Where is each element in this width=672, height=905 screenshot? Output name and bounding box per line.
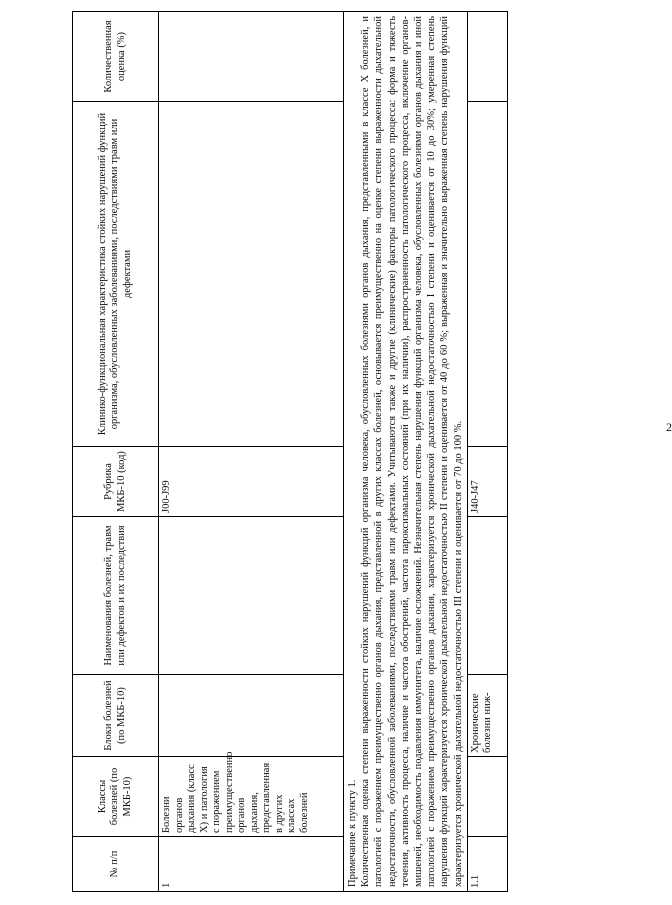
row1-block (159, 675, 344, 757)
header-assessment: Количественная оценка (%) (73, 12, 159, 102)
note-text: Количественная оценка степени выраженности стойких нарушений функций организма человека, обусловленных болезнями органов дыхания, представленными в классе X болезней, и патологией с поражением преимущественно органов дыхания, представленной в других классах болезней, основывается преимущественно на оценке степени выраженности дыхательной недостаточности, обусловленной заболеваниями, последствиями травм или дефектами. Учитываются также и другие (клинические) факторы патологического процесса: форма и тяжесть течения, активность процесса, наличие и частота обострений, частота пароксизмальных состояний (при их наличии), распространенность патологического процесса, включение органов-мишеней, необходимость подавления иммунитета, наличие осложнений. Незначительная степень нарушения функций организма человека, обусловленных болезнями органов дыхания и иной патологией с поражением преимущественно органов дыхания, характеризуется хронической дыхательной недостаточностью I степени и оценивается от 10 до 30%; умеренная степень нарушения функций характеризуется хронической дыхательной недостаточностью II степени и оценивается от 40 до 60 %; выраженная и значительно выраженная степень нарушения функций характеризуется хронической дыхательной недостаточностью III степени и оценивается от 70 до 100 %. (360, 16, 464, 887)
row1-num: 1 (159, 837, 344, 892)
table-header-row (73, 12, 159, 892)
header-names: Наименования болезней, травм или дефектов и их последствия (73, 517, 159, 675)
note-cell (344, 12, 468, 892)
note-row (344, 12, 468, 892)
row11-code: J40-J47 (467, 447, 507, 517)
header-num: № п/п (73, 837, 159, 892)
row11-class (467, 757, 507, 837)
row11-assessment (467, 12, 507, 102)
row1-characteristic (159, 102, 344, 447)
page-number: 2 (666, 420, 672, 434)
header-code: Рубрика МКБ-10 (код) (73, 447, 159, 517)
table-row (467, 12, 507, 892)
header-classes: Классы болезней (по МКБ-10) (73, 757, 159, 837)
row11-num: 1.1 (467, 837, 507, 892)
table-row (159, 12, 344, 892)
header-characteristic: Клинико-функциональная характеристика стойких нарушений функций организма, обусловленных заболеваниями, последствиями травм или дефектами (73, 102, 159, 447)
row1-assessment (159, 12, 344, 102)
row1-code: J00-J99 (159, 447, 344, 517)
row1-class: Болезни органов дыхания (класс X) и патология с поражением преимущественно органов дыхания, представленная в других классах болезней (159, 757, 344, 837)
header-blocks: Блоки болезней (по МКБ-10) (73, 675, 159, 757)
row11-name (467, 517, 507, 675)
row1-name (159, 517, 344, 675)
disability-table (72, 11, 508, 892)
row11-characteristic (467, 102, 507, 447)
row11-block: Хронические болезни ниж- (467, 675, 507, 757)
document-sheet (72, 12, 612, 892)
note-title: Примечание к пункту 1. (347, 779, 358, 887)
